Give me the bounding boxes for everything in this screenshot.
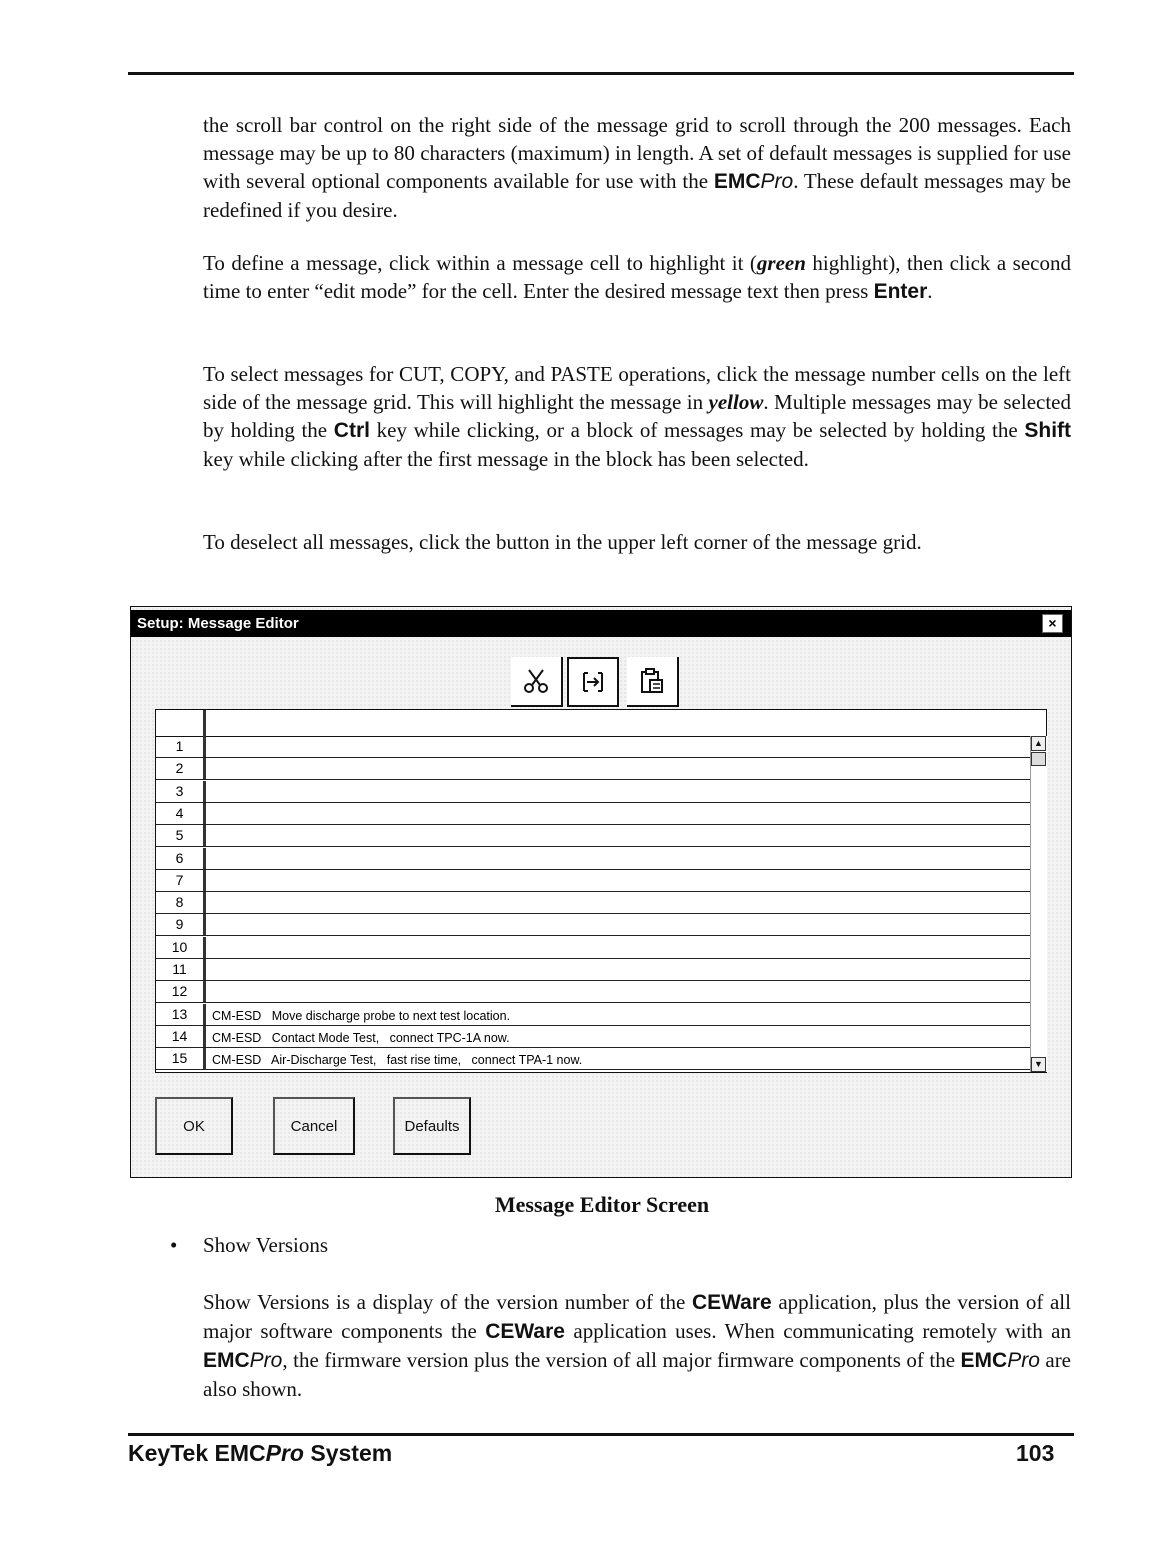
cut-button[interactable] [511, 657, 563, 707]
row-number-cell[interactable]: 8 [156, 892, 206, 913]
message-editor-dialog [130, 606, 1072, 1178]
paragraph-deselect: To deselect all messages, click the button in the upper left corner of the message grid. [203, 530, 922, 554]
vertical-scrollbar[interactable] [1030, 736, 1047, 1072]
footer-title: KeyTek EMCPro System [128, 1440, 393, 1466]
copy-icon [578, 667, 608, 697]
row-number-cell[interactable]: 3 [156, 781, 206, 802]
table-row[interactable] [156, 758, 1030, 780]
message-grid [155, 709, 1047, 1073]
ok-button[interactable]: OK [155, 1097, 233, 1155]
table-row[interactable] [156, 870, 1030, 892]
figure-caption: Message Editor Screen [494, 1192, 710, 1217]
table-row[interactable] [156, 981, 1030, 1003]
deselect-all-button[interactable] [156, 710, 206, 736]
message-cell[interactable]: CM-ESD Air-Discharge Test, fast rise time, connect TPA-1 now. [212, 1053, 583, 1068]
close-button[interactable]: × [1042, 614, 1063, 633]
table-row[interactable] [156, 848, 1030, 870]
table-row[interactable] [156, 937, 1030, 959]
bullet-show-versions: Show Versions [203, 1233, 329, 1257]
table-row[interactable] [156, 1026, 1030, 1048]
scissors-icon [521, 666, 551, 696]
row-number-cell[interactable]: 10 [156, 937, 206, 958]
scroll-down-icon[interactable]: ▼ [1031, 1057, 1046, 1072]
footer-rule [128, 1433, 1074, 1436]
row-number-cell[interactable]: 1 [156, 736, 206, 757]
row-number-cell[interactable]: 15 [156, 1048, 206, 1069]
emc-brand: EMCPro [713, 170, 794, 193]
row-number-cell[interactable]: 5 [156, 825, 206, 846]
row-number-cell[interactable]: 14 [156, 1026, 206, 1047]
page-number: 103 [1016, 1440, 1055, 1466]
bullet-symbol: • [170, 1233, 178, 1257]
dialog-title: Setup: Message Editor [137, 615, 299, 632]
table-row[interactable] [156, 914, 1030, 936]
paste-button[interactable] [627, 657, 679, 707]
paragraph-scroll: the scroll bar control on the right side of the message grid to scroll through the 200 messages. Each message may be up to 80 characters (maximum) in length. A set of default messages is supplied for use with several optional components available for use with the EMCPro. These default messages may be redefined if you desire. [203, 113, 1071, 222]
scroll-up-icon[interactable]: ▲ [1031, 736, 1046, 751]
scroll-thumb[interactable] [1031, 752, 1046, 766]
table-row[interactable] [156, 825, 1030, 847]
clipboard-icon [637, 666, 667, 696]
table-row[interactable] [156, 959, 1030, 981]
cancel-button[interactable]: Cancel [273, 1097, 355, 1155]
row-number-cell[interactable]: 4 [156, 803, 206, 824]
row-number-cell[interactable]: 13 [156, 1004, 206, 1025]
dialog-titlebar [131, 610, 1071, 637]
table-row[interactable] [156, 803, 1030, 825]
table-row[interactable] [156, 892, 1030, 914]
row-number-cell[interactable]: 11 [156, 959, 206, 980]
message-cell[interactable]: CM-ESD Contact Mode Test, connect TPC-1A now. [212, 1030, 510, 1045]
paragraph-define-message: To define a message, click within a message cell to highlight it (green highlight), then click a second time to enter “edit mode” for the cell. Enter the desired message text then press Enter. [203, 251, 1071, 303]
paragraph-select-messages: To select messages for CUT, COPY, and PASTE operations, click the message number cells on the left side of the message grid. This will highlight the message in yellow. Multiple messages may be selected by holding the Ctrl key while clicking, or a block of messages may be selected by holding the Shift key while clicking after the first message in the block has been selected. [203, 362, 1072, 471]
table-row[interactable] [156, 781, 1030, 803]
grid-header [156, 710, 1030, 737]
header-rule [128, 72, 1074, 75]
row-number-cell[interactable]: 12 [156, 981, 206, 1002]
table-row[interactable] [156, 1048, 1030, 1070]
row-number-cell[interactable]: 2 [156, 758, 206, 779]
defaults-button[interactable]: Defaults [393, 1097, 471, 1155]
copy-button[interactable] [567, 657, 619, 707]
row-number-cell[interactable]: 9 [156, 914, 206, 935]
paragraph-show-versions: Show Versions is a display of the version number of the CEWare application, plus the version of all major software components the CEWare application uses. When communicating remotely with an EMCPro, the firmware version plus the version of all major firmware components of the EMCPro are also shown. [203, 1290, 1072, 1401]
row-number-cell[interactable]: 7 [156, 870, 206, 891]
table-row[interactable] [156, 1004, 1030, 1026]
message-cell[interactable]: CM-ESD Move discharge probe to next test location. [212, 1008, 511, 1023]
table-row[interactable] [156, 736, 1030, 758]
row-number-cell[interactable]: 6 [156, 848, 206, 869]
